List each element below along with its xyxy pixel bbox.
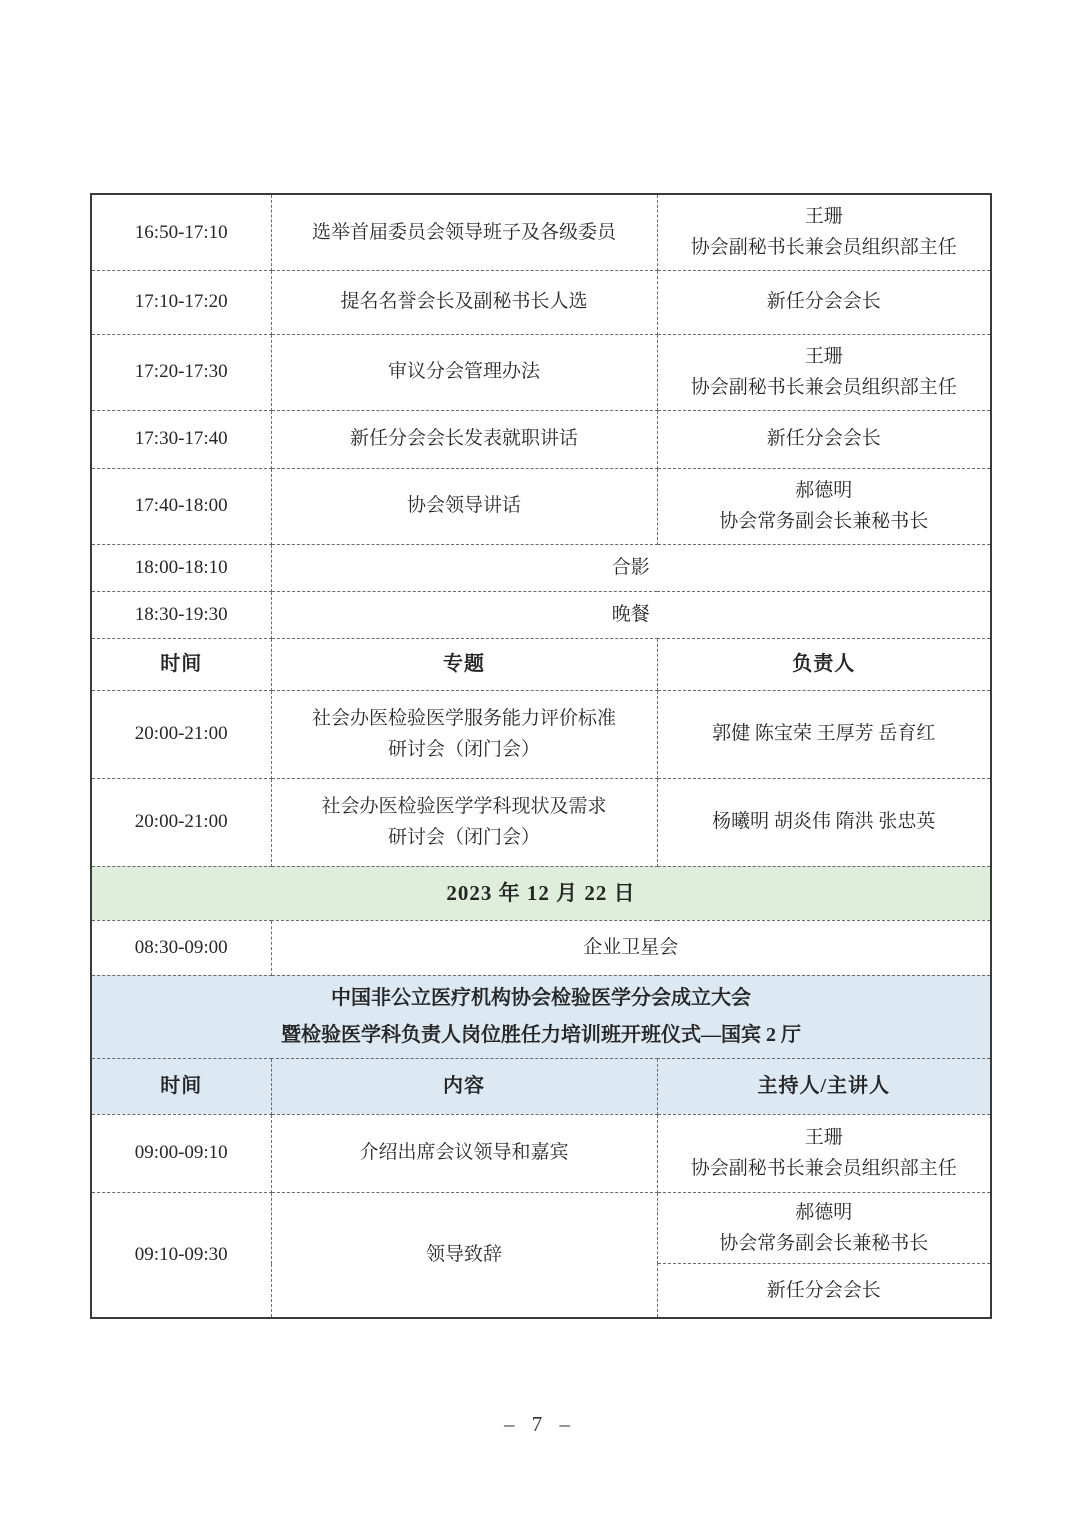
event-cell: 新任分会会长发表就职讲话: [271, 410, 657, 468]
header-host-cell: 主持人/主讲人: [657, 1058, 991, 1114]
event-cell: 社会办医检验医学服务能力评价标准 研讨会（闭门会）: [271, 690, 657, 778]
event-cell: 选举首届委员会领导班子及各级委员: [271, 194, 657, 270]
time-cell: 17:40-18:00: [91, 468, 271, 544]
header-time-cell: 时间: [91, 638, 271, 690]
date-banner-cell: 2023 年 12 月 22 日: [91, 866, 991, 920]
event-cell: 介绍出席会议领导和嘉宾: [271, 1114, 657, 1192]
time-cell: 09:00-09:10: [91, 1114, 271, 1192]
person-cell: 郝德明 协会常务副会长兼秘书长: [657, 1192, 991, 1264]
person-cell: 新任分会会长: [657, 410, 991, 468]
merged-event-cell: 企业卫星会: [271, 920, 991, 975]
event-cell: 社会办医检验医学学科现状及需求 研讨会（闭门会）: [271, 778, 657, 866]
person-cell: 新任分会会长: [657, 270, 991, 334]
event-cell: 提名名誉会长及副秘书长人选: [271, 270, 657, 334]
time-cell: 09:10-09:30: [91, 1192, 271, 1318]
person-cell: 杨曦明 胡炎伟 隋洪 张忠英: [657, 778, 991, 866]
person-cell: 王珊 协会副秘书长兼会员组织部主任: [657, 194, 991, 270]
header-content-cell: 内容: [271, 1058, 657, 1114]
merged-event-cell: 晚餐: [271, 591, 991, 638]
person-cell: 郝德明 协会常务副会长兼秘书长: [657, 468, 991, 544]
time-cell: 17:30-17:40: [91, 410, 271, 468]
event-cell: 协会领导讲话: [271, 468, 657, 544]
person-cell: 郭健 陈宝荣 王厚芳 岳育红: [657, 690, 991, 778]
time-cell: 17:20-17:30: [91, 334, 271, 410]
person-cell: 新任分会会长: [657, 1264, 991, 1318]
merged-event-cell: 合影: [271, 544, 991, 591]
person-cell: 王珊 协会副秘书长兼会员组织部主任: [657, 1114, 991, 1192]
header-topic-cell: 专题: [271, 638, 657, 690]
event-cell: 审议分会管理办法: [271, 334, 657, 410]
event-cell: 领导致辞: [271, 1192, 657, 1318]
header-time-cell: 时间: [91, 1058, 271, 1114]
header-person-cell: 负责人: [657, 638, 991, 690]
time-cell: 20:00-21:00: [91, 778, 271, 866]
session-title-cell: 中国非公立医疗机构协会检验医学分会成立大会 暨检验医学科负责人岗位胜任力培训班开班仪式—国宾 2 厅: [91, 975, 991, 1058]
time-cell: 08:30-09:00: [91, 920, 271, 975]
page-number: – 7 –: [504, 1412, 576, 1436]
time-cell: 18:30-19:30: [91, 591, 271, 638]
time-cell: 16:50-17:10: [91, 194, 271, 270]
time-cell: 18:00-18:10: [91, 544, 271, 591]
schedule-table: [90, 193, 992, 1319]
time-cell: 20:00-21:00: [91, 690, 271, 778]
person-cell: 王珊 协会副秘书长兼会员组织部主任: [657, 334, 991, 410]
time-cell: 17:10-17:20: [91, 270, 271, 334]
